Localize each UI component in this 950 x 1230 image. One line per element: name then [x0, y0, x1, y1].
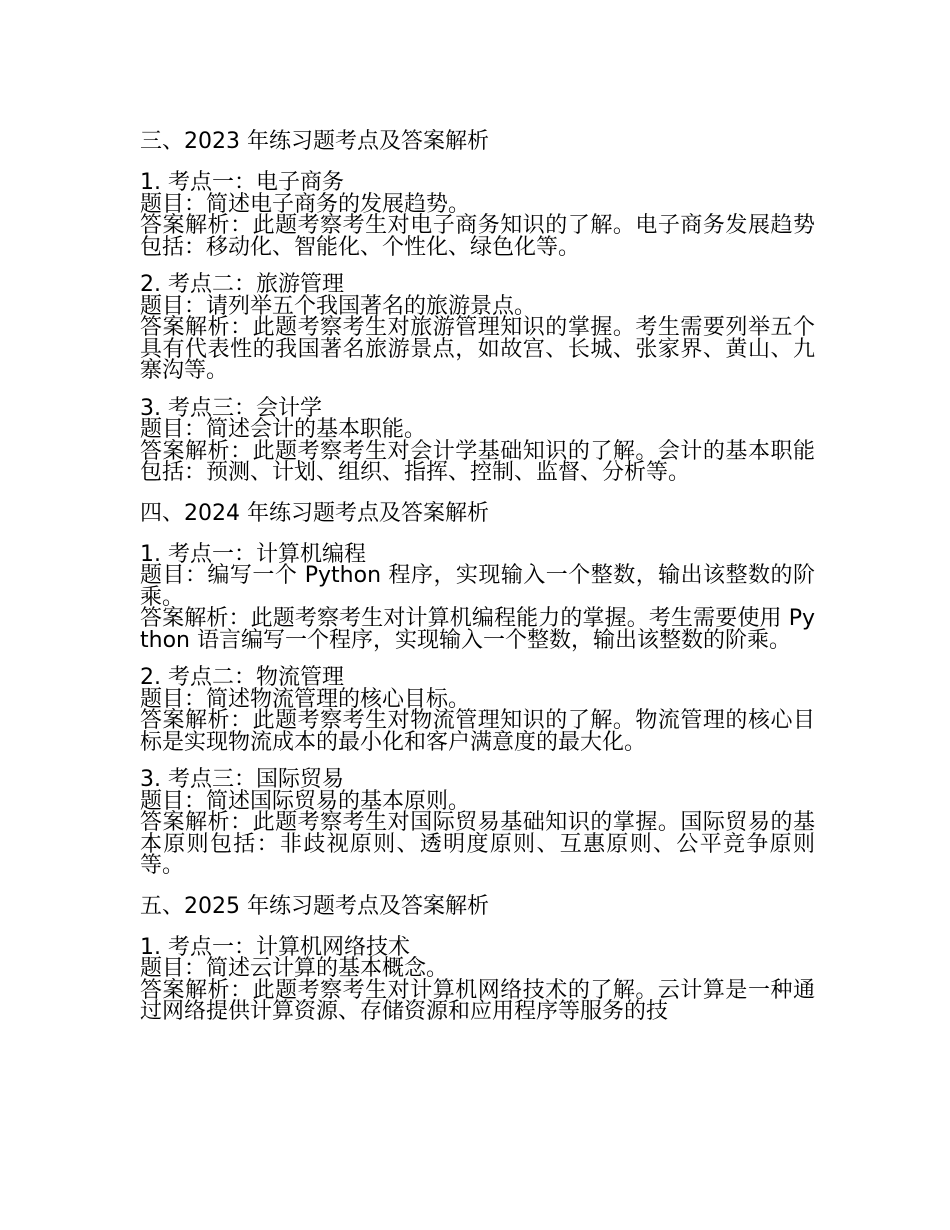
exam-point — [140, 541, 815, 653]
section-2024 — [140, 500, 815, 877]
answer-text: 答案解析：此题考察考生对国际贸易基础知识的掌握。国际贸易的基本原则包括：非歧视原则、透明度原则、互惠原则、公平竞争原则等。 — [140, 810, 815, 878]
question-text: 题目：简述云计算的基本概念。 — [140, 956, 449, 981]
exam-point — [140, 667, 815, 753]
answer-text: 答案解析：此题考察考生对计算机网络技术的了解。云计算是一种通过网络提供计算资源、存储资源和应用程序等服务的技 — [140, 977, 815, 1024]
point-title: 1. 考点一：计算机网络技术 — [140, 934, 410, 960]
answer-text: 答案解析：此题考察考生对计算机编程能力的掌握。考生需要使用 Python 语言编写一个程序，实现输入一个整数，输出该整数的阶乘。 — [140, 606, 815, 653]
answer-text: 答案解析：此题考察考生对电子商务知识的了解。电子商务发展趋势包括：移动化、智能化、个性化、绿色化等。 — [140, 213, 815, 260]
exam-point — [140, 274, 815, 382]
section-2025 — [140, 893, 815, 1023]
document-page — [140, 128, 815, 1039]
question-text: 题目：简述电子商务的发展趋势。 — [140, 191, 471, 217]
question-text: 题目：简述国际贸易的基本原则。 — [140, 788, 471, 814]
answer-text: 答案解析：此题考察考生对物流管理知识的了解。物流管理的核心目标是实现物流成本的最小化和客户满意度的最大化。 — [140, 708, 815, 755]
answer-text: 答案解析：此题考察考生对会计学基础知识的了解。会计的基本职能包括：预测、计划、组织、指挥、控制、监督、分析等。 — [140, 438, 815, 485]
exam-point — [140, 769, 815, 877]
exam-point — [140, 934, 815, 1024]
question-text: 题目：简述物流管理的核心目标。 — [140, 686, 471, 712]
section-heading: 五、2025 年练习题考点及答案解析 — [140, 893, 489, 919]
point-title: 3. 考点三：国际贸易 — [140, 767, 344, 792]
question-text: 题目：简述会计的基本职能。 — [140, 417, 427, 442]
answer-text: 答案解析：此题考察考生对旅游管理知识的掌握。考生需要列举五个具有代表性的我国著名旅游景点，如故宫、长城、张家界、黄山、九寨沟等。 — [140, 315, 815, 383]
point-title: 3. 考点三：会计学 — [140, 395, 322, 421]
point-title: 2. 考点二：物流管理 — [140, 665, 344, 690]
exam-point — [140, 172, 815, 258]
question-text: 题目：请列举五个我国著名的旅游景点。 — [140, 293, 537, 319]
point-title: 1. 考点一：电子商务 — [140, 170, 344, 195]
point-title: 2. 考点二：旅游管理 — [140, 272, 344, 297]
question-text: 题目：编写一个 Python 程序，实现输入一个整数，输出该整数的阶乘。 — [140, 563, 815, 610]
exam-point — [140, 395, 815, 485]
section-heading: 四、2024 年练习题考点及答案解析 — [140, 500, 489, 526]
point-title: 1. 考点一：计算机编程 — [140, 541, 366, 567]
section-2023 — [140, 128, 815, 484]
section-heading: 三、2023 年练习题考点及答案解析 — [140, 129, 489, 154]
